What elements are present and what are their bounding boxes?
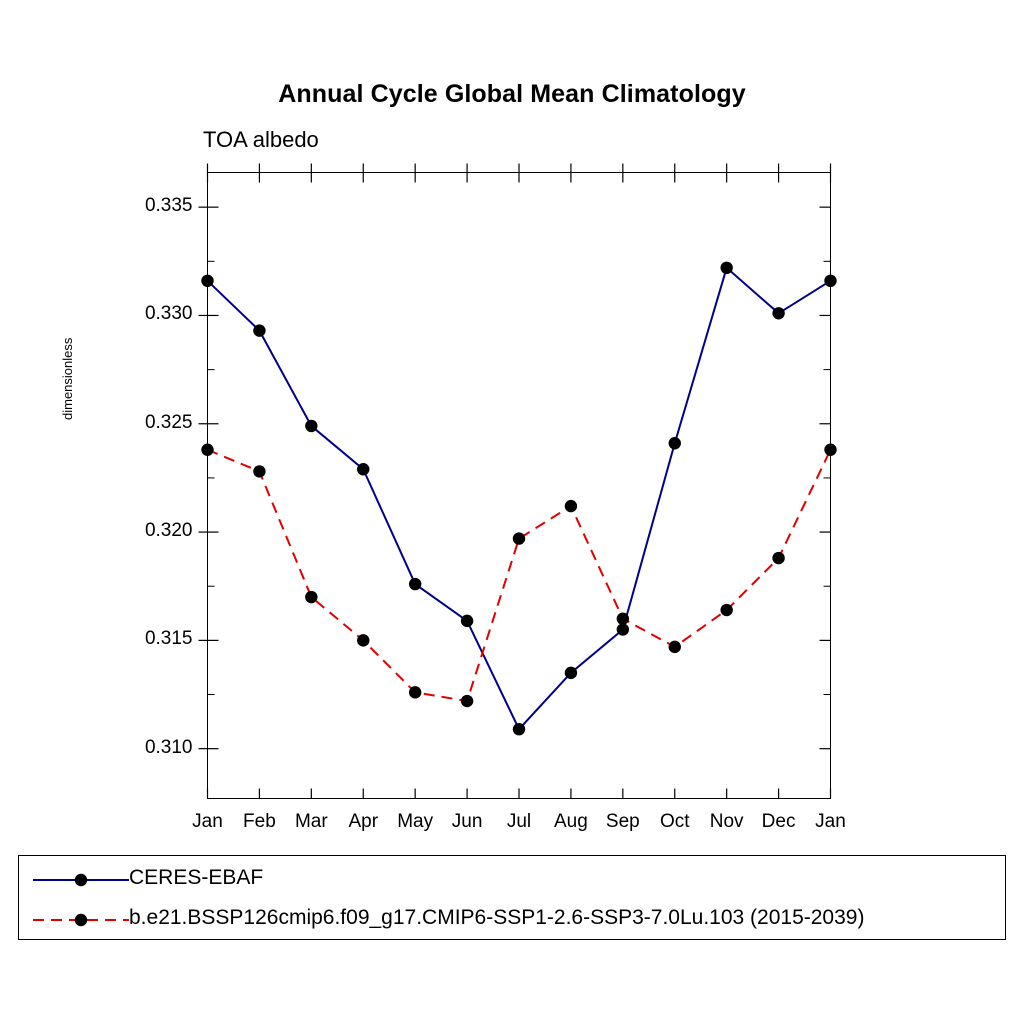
y-tick-label: 0.315 xyxy=(144,628,193,650)
x-tick-label: Aug xyxy=(554,810,588,832)
chart-legend xyxy=(18,855,1006,940)
x-tick-label: Jan xyxy=(815,810,846,832)
y-axis-label: dimensionless xyxy=(60,337,75,420)
x-tick-label: Jun xyxy=(451,810,483,832)
chart-subtitle: TOA albedo xyxy=(203,127,319,152)
plot-area xyxy=(207,172,831,799)
x-tick-label: Jul xyxy=(506,810,532,832)
y-tick-label: 0.310 xyxy=(144,736,193,758)
chart-title: Annual Cycle Global Mean Climatology xyxy=(278,80,746,108)
x-tick-label: Mar xyxy=(294,810,328,832)
legend-label: b.e21.BSSP126cmip6.f09_g17.CMIP6-SSP1-2.6-SSP3-7.0Lu.103 (2015-2039) xyxy=(129,906,865,929)
legend-label: CERES-EBAF xyxy=(129,866,264,889)
legend-line-sample xyxy=(31,904,131,936)
legend-item xyxy=(19,904,1005,946)
y-tick-label: 0.320 xyxy=(144,520,193,542)
x-tick-label: Nov xyxy=(709,810,744,832)
x-tick-label: Apr xyxy=(348,810,379,832)
legend-line-sample xyxy=(31,864,131,896)
y-tick-label: 0.325 xyxy=(144,411,193,433)
x-tick-label: Dec xyxy=(761,810,796,832)
y-tick-label: 0.330 xyxy=(144,303,193,325)
x-tick-label: Oct xyxy=(659,810,690,832)
x-tick-label: Feb xyxy=(243,810,276,832)
y-tick-label: 0.335 xyxy=(144,195,193,217)
x-tick-label: Sep xyxy=(605,810,640,832)
x-tick-label: May xyxy=(397,810,434,832)
legend-item xyxy=(19,864,1005,906)
x-tick-label: Jan xyxy=(192,810,223,832)
